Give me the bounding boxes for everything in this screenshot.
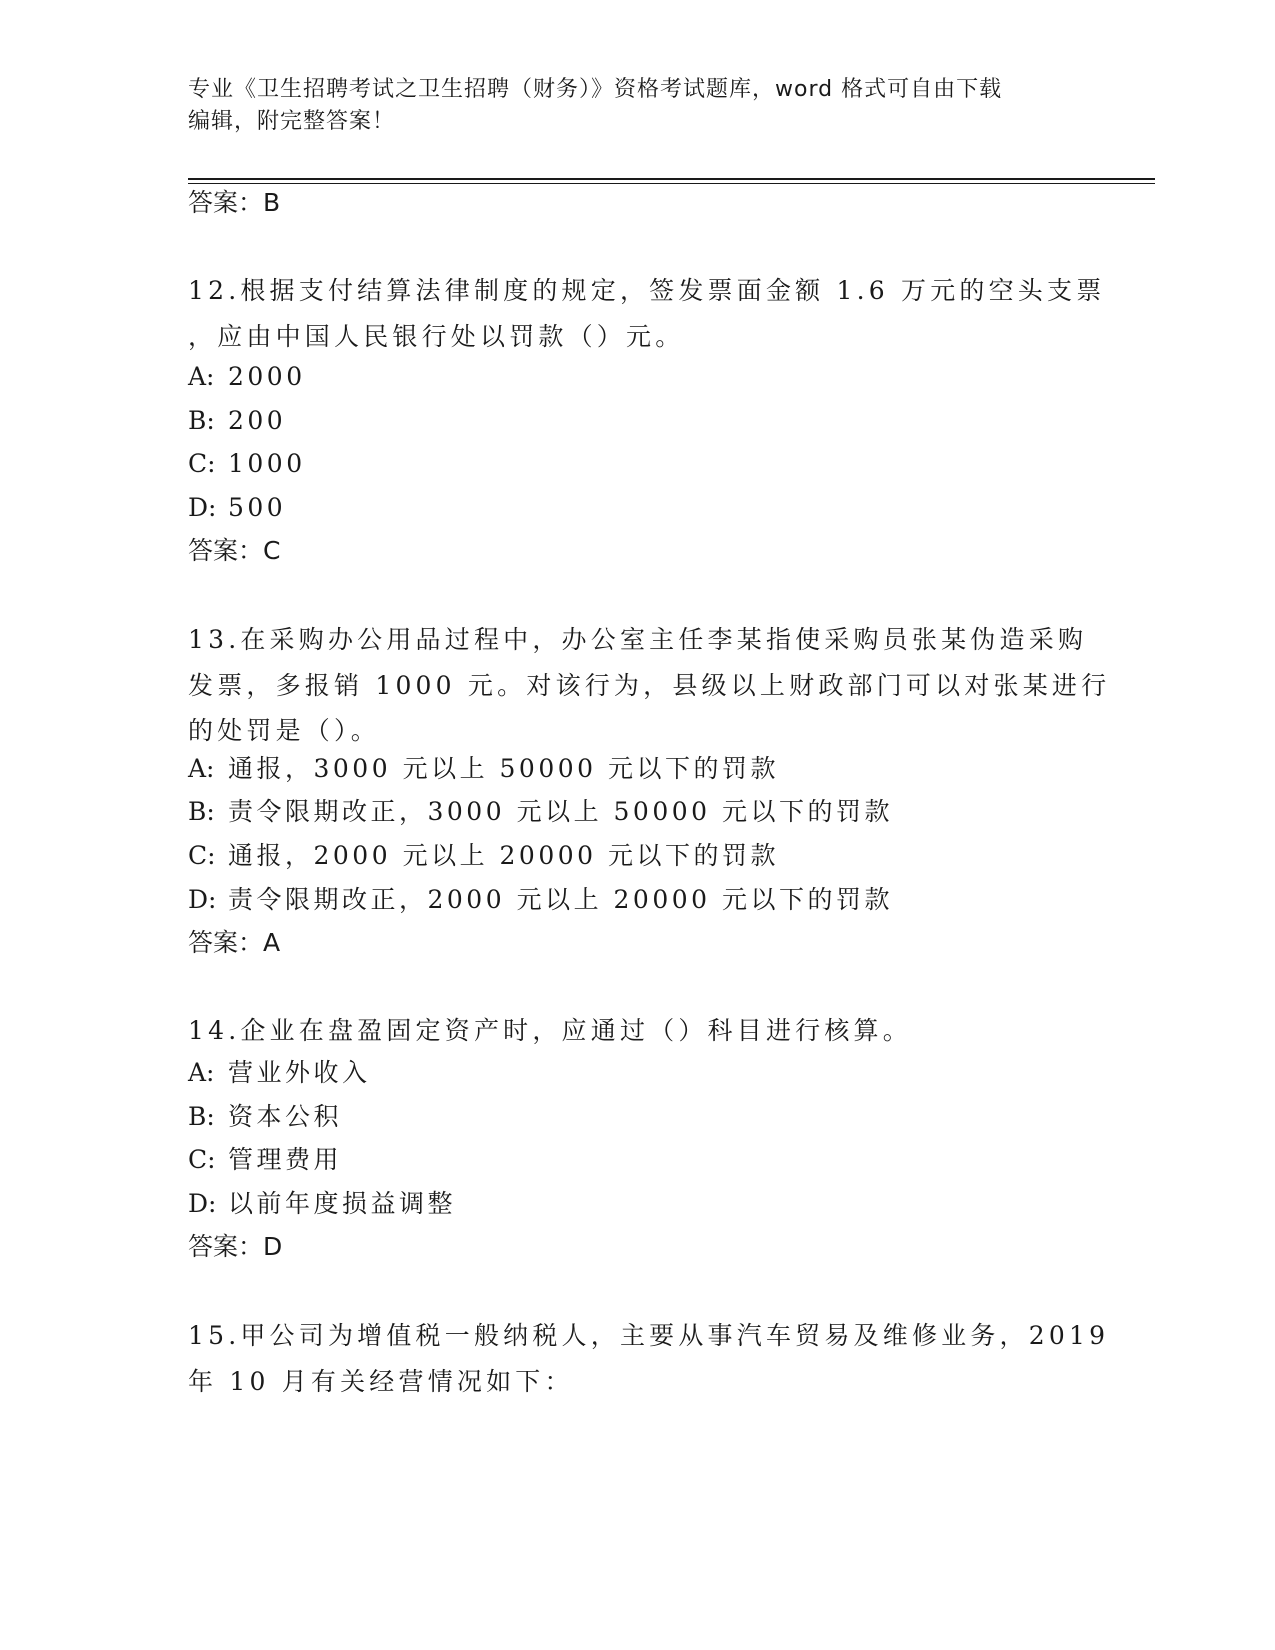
option-text: 2000 <box>228 362 306 391</box>
question-15-line-1: 15.甲公司为增值税一般纳税人，主要从事汽车贸易及维修业务，2019 <box>188 1321 1110 1350</box>
question-13-option-a <box>188 754 779 784</box>
option-text: 营业外收入 <box>228 1058 371 1087</box>
question-13-option-b <box>188 797 893 827</box>
option-text: 通报，2000 元以上 20000 元以下的罚款 <box>228 841 779 870</box>
question-12-option-b <box>188 406 286 436</box>
header-divider-thin <box>188 183 1155 184</box>
question-12-line-2: ，应由中国人民银行处以罚款（）元。 <box>188 321 685 351</box>
option-tag: B: <box>188 797 215 826</box>
question-13-option-d <box>188 885 893 915</box>
option-tag: C: <box>188 1145 216 1174</box>
answer-12: 答案：C <box>188 536 281 565</box>
option-tag: A: <box>188 1058 215 1087</box>
question-13-line-1: 13.在采购办公用品过程中，办公室主任李某指使采购员张某伪造采购 <box>188 625 1088 654</box>
question-12-option-a <box>188 362 306 392</box>
option-tag: C: <box>188 841 216 870</box>
question-13 <box>188 617 1111 754</box>
option-tag: D: <box>188 885 217 914</box>
header-line-1: 专业《卫生招聘考试之卫生招聘（财务）》资格考试题库，word 格式可自由下载 <box>188 77 1003 102</box>
option-text: 以前年度损益调整 <box>228 1189 457 1218</box>
question-14-option-d <box>188 1189 456 1219</box>
answer-13: 答案：A <box>188 928 281 957</box>
answer-11: 答案：B <box>188 188 281 217</box>
option-text: 管理费用 <box>228 1145 343 1174</box>
question-13-line-3: 的处罚是（）。 <box>188 716 380 745</box>
option-text: 资本公积 <box>228 1102 343 1131</box>
question-14-option-c <box>188 1145 342 1175</box>
option-tag: B: <box>188 406 215 435</box>
question-15-line-2: 年 10 月有关经营情况如下： <box>188 1366 574 1396</box>
option-tag: D: <box>188 1189 217 1218</box>
option-tag: A: <box>188 362 215 391</box>
option-text: 通报，3000 元以上 50000 元以下的罚款 <box>228 754 779 783</box>
question-12 <box>188 268 1106 359</box>
question-12-line-1: 12.根据支付结算法律制度的规定，签发票面金额 1.6 万元的空头支票 <box>188 276 1106 305</box>
option-text: 500 <box>228 493 287 522</box>
question-15 <box>188 1313 1110 1404</box>
option-text: 责令限期改正，3000 元以上 50000 元以下的罚款 <box>228 797 893 826</box>
option-tag: B: <box>188 1102 215 1131</box>
option-tag: C: <box>188 449 216 478</box>
question-12-option-c <box>188 449 306 479</box>
question-13-line-2: 发票，多报销 1000 元。对该行为，县级以上财政部门可以对张某进行 <box>188 670 1111 700</box>
question-14-line-1: 14.企业在盘盈固定资产时，应通过（）科目进行核算。 <box>188 1016 912 1045</box>
option-text: 责令限期改正，2000 元以上 20000 元以下的罚款 <box>228 885 893 914</box>
option-text: 200 <box>228 406 287 435</box>
header-line-2: 编辑，附完整答案！ <box>188 109 396 134</box>
question-14-option-b <box>188 1102 342 1132</box>
question-12-option-d <box>188 493 286 523</box>
document-header <box>188 74 1088 138</box>
option-tag: D: <box>188 493 217 522</box>
question-13-option-c <box>188 841 779 871</box>
question-14 <box>188 1008 1088 1054</box>
answer-14: 答案：D <box>188 1232 283 1261</box>
option-tag: A: <box>188 754 215 783</box>
question-14-option-a <box>188 1058 371 1088</box>
header-divider-thick <box>188 178 1155 180</box>
option-text: 1000 <box>228 449 306 478</box>
